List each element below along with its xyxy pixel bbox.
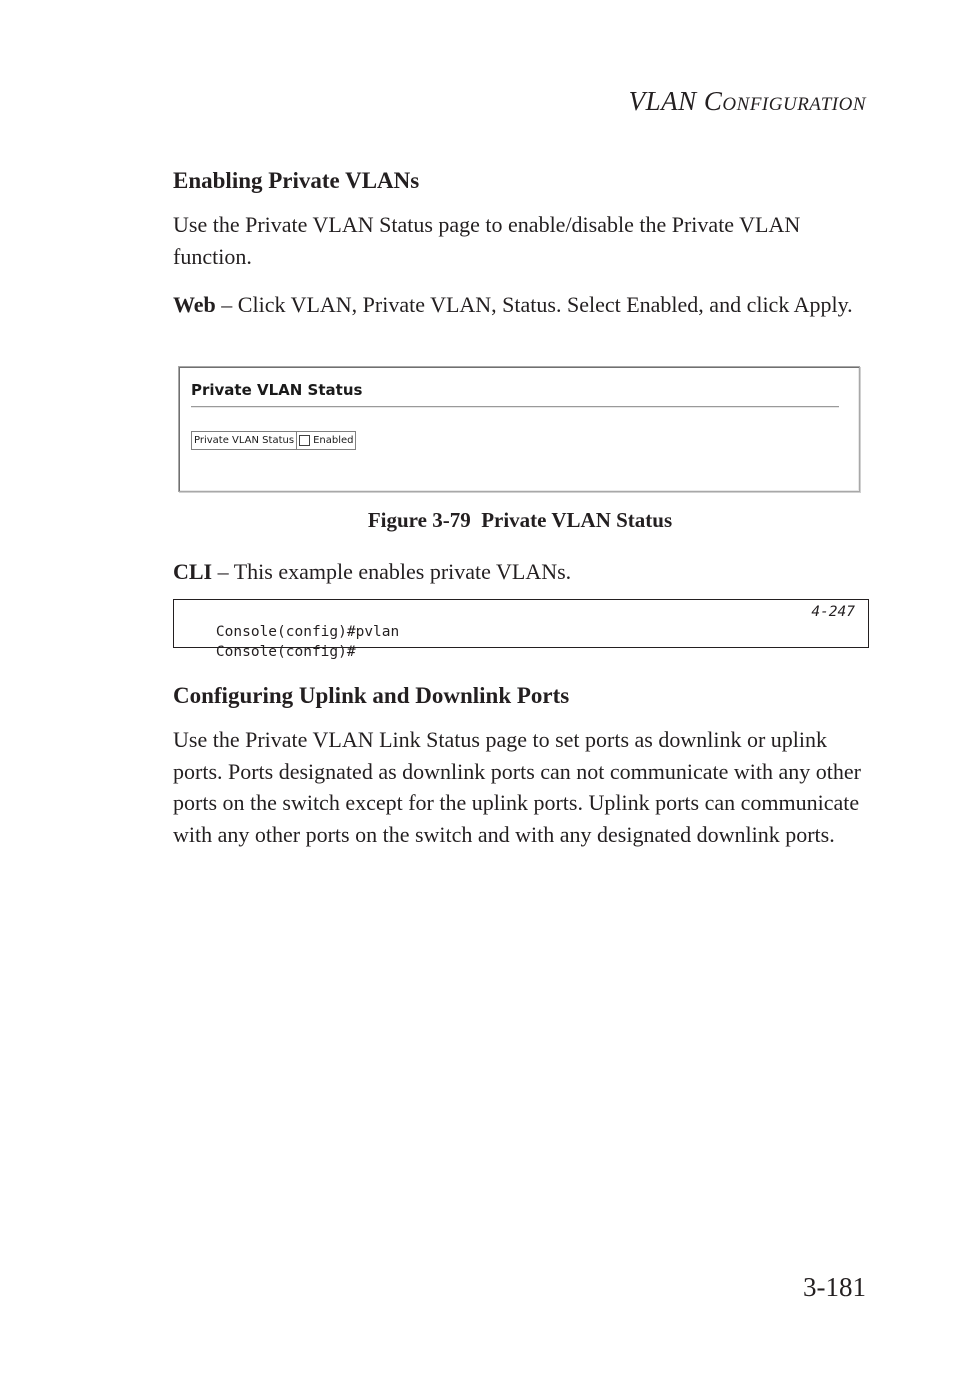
running-head-part2-small: ONFIGURATION [722,94,866,115]
running-head [629,86,866,117]
cli-code-block [173,599,869,660]
enabled-checkbox[interactable] [299,435,310,446]
running-head-part2-cap: C [703,86,723,116]
private-vlan-status-row [191,431,356,450]
private-vlan-status-label: Private VLAN Status [191,431,297,450]
section1-paragraph: Use the Private VLAN Status page to enable/disable the Private VLAN function. [173,212,801,269]
section-heading-enabling-private-vlans: Enabling Private VLANs [173,168,420,193]
web-instruction [173,289,873,321]
code-line [181,602,861,640]
figure-caption: Figure 3-79 Private VLAN Status [367,508,673,532]
code-command: Console(config)#pvlan [215,624,400,640]
figure-private-vlan-status [178,366,860,492]
section-heading-uplink-downlink: Configuring Uplink and Downlink Ports [173,683,570,708]
page-number: 3-181 [803,1272,866,1302]
enabled-checkbox-cell[interactable] [297,431,356,450]
section2-paragraph: Use the Private VLAN Link Status page to set ports as downlink or uplink ports. Ports designated as downlink ports can not communicate with any other ports on the switch except for the uplink ports. Uplink ports can communicate with any other ports on the switch and with any designated downlink ports. [173,727,861,847]
code-line [181,622,861,660]
enabled-checkbox-label: Enabled [313,435,354,446]
cli-intro-text: – This example enables private VLANs. [212,559,572,584]
code-command: Console(config)# [215,644,356,660]
web-instruction-text: – Click VLAN, Private VLAN, Status. Select Enabled, and click Apply. [215,292,853,317]
web-label: Web [173,292,216,317]
running-head-part1: VLAN [628,86,697,116]
figure-divider [191,406,839,408]
cli-intro [173,556,873,588]
cli-label: CLI [173,559,213,584]
code-reference: 4-247 [811,604,855,620]
figure-title: Private VLAN Status [191,381,363,399]
